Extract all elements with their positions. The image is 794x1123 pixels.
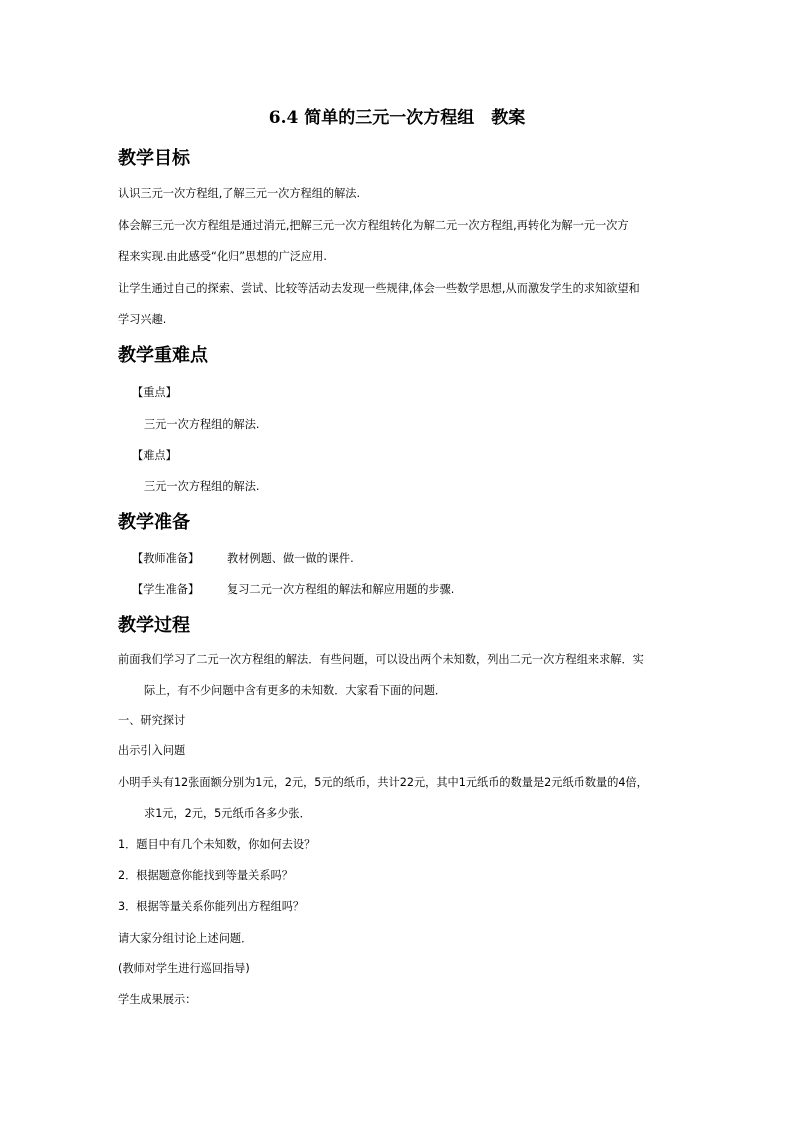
process-line-8: 2．根据题意你能找到等量关系吗？ (118, 869, 293, 882)
section-heading-process: 教学过程 (118, 615, 190, 636)
goals-line-1: 认识三元一次方程组,了解三元一次方程组的解法. (118, 187, 361, 200)
process-line-2: 际上，有不少问题中含有更多的未知数．大家看下面的问题． (144, 684, 447, 697)
process-line-10: 请大家分组讨论上述问题． (118, 932, 253, 945)
process-line-7: 1．题目中有几个未知数，你如何去设？ (118, 838, 316, 851)
section-heading-goals: 教学目标 (118, 148, 190, 169)
process-line-1: 前面我们学习了二元一次方程组的解法．有些问题，可以设出两个未知数，列出二元一次方程组来求解．实 (118, 653, 644, 666)
student-prep-label: 【学生准备】 (132, 583, 200, 596)
process-line-5: 小明手头有12张面额分别为1元，2元，5元的纸币，共计22元，其中1元纸币的数量是2元纸币数量的4倍， (118, 776, 648, 789)
goals-line-2: 体会解三元一次方程组是通过消元,把解三元一次方程组转化为解二元一次方程组,再转化为解一元一次方 (118, 219, 629, 232)
teacher-prep-label: 【教师准备】 (132, 552, 200, 565)
teacher-prep-text: 教材例题、做一做的课件. (227, 552, 354, 565)
goals-line-4: 让学生通过自己的探索、尝试、比较等活动去发现一些规律,体会一些数学思想,从而激发学生的求知欲望和 (118, 282, 640, 295)
student-prep-text: 复习二元一次方程组的解法和解应用题的步骤. (227, 583, 455, 596)
focus-text: 三元一次方程组的解法. (144, 418, 260, 431)
process-line-11: (教师对学生进行巡回指导) (118, 962, 250, 975)
document-title: 6.4 简单的三元一次方程组 教案 (268, 108, 526, 128)
difficulty-text: 三元一次方程组的解法. (144, 480, 260, 493)
focus-label: 【重点】 (132, 386, 177, 399)
section-heading-preparation: 教学准备 (118, 512, 190, 533)
difficulty-label: 【难点】 (132, 449, 177, 462)
process-line-4: 出示引入问题 (118, 744, 186, 757)
process-line-6: 求1元，2元，5元纸币各多少张． (144, 807, 311, 820)
process-line-12: 学生成果展示： (118, 993, 197, 1006)
process-line-3: 一、研究探讨 (118, 714, 186, 727)
process-line-9: 3．根据等量关系你能列出方程组吗？ (118, 900, 305, 913)
section-heading-key-points: 教学重难点 (118, 345, 208, 366)
goals-line-3: 程来实现.由此感受“化归”思想的广泛应用. (118, 250, 327, 263)
goals-line-5: 学习兴趣. (118, 313, 167, 326)
